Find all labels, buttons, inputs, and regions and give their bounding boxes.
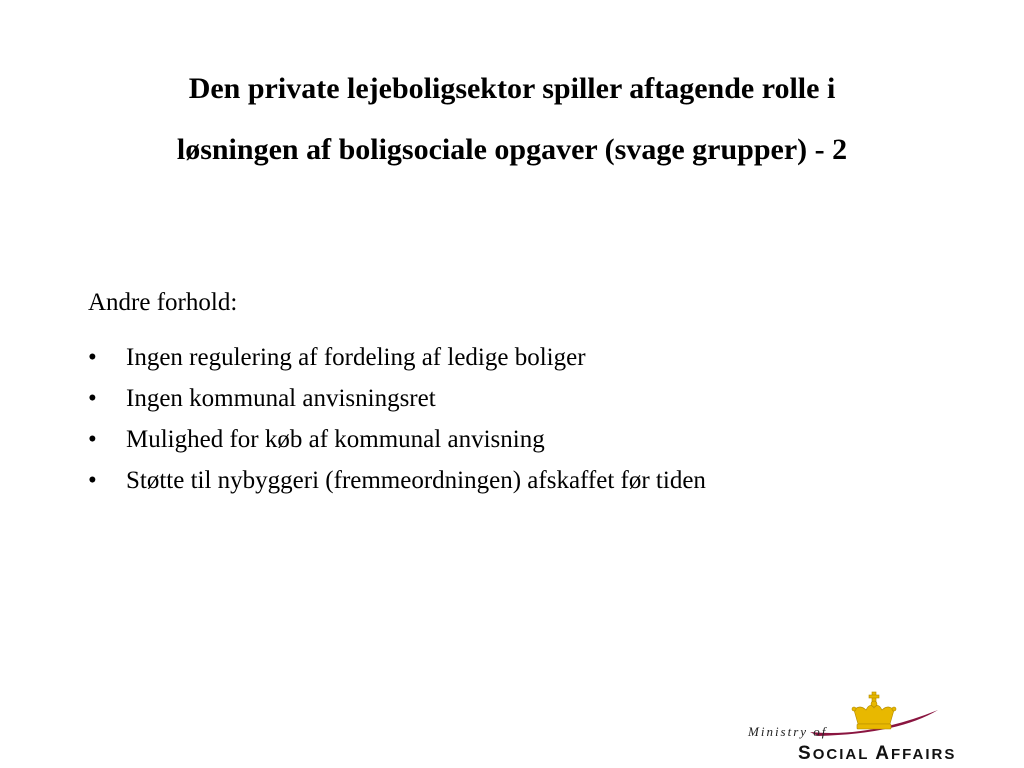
slide-title xyxy=(60,58,964,180)
bullet-item xyxy=(88,378,706,419)
bullet-item xyxy=(88,419,706,460)
ministry-logo xyxy=(748,690,958,768)
logo-ministry-text: Ministry of xyxy=(748,724,828,739)
bullet-icon: • xyxy=(88,426,97,453)
crown-icon xyxy=(748,690,958,750)
bullet-icon: • xyxy=(88,467,97,494)
bullet-item xyxy=(88,460,706,501)
title-line-1: Den private lejeboligsektor spiller aftagende rolle i xyxy=(188,72,836,105)
bullet-item xyxy=(88,337,706,378)
bullet-text: Ingen kommunal anvisningsret xyxy=(126,385,436,412)
bullet-text: Mulighed for køb af kommunal anvisning xyxy=(126,426,545,453)
bullet-icon: • xyxy=(88,344,97,371)
bullet-icon: • xyxy=(88,385,97,412)
title-line-2: løsningen af boligsociale opgaver (svage grupper) - 2 xyxy=(176,133,848,166)
logo-org-name: SOCIAL AFFAIRS xyxy=(798,743,957,764)
bullet-text: Ingen regulering af fordeling af ledige boliger xyxy=(126,344,586,371)
bullet-list xyxy=(88,337,706,501)
intro-text: Andre forhold: xyxy=(88,289,238,316)
crown-shape xyxy=(852,692,896,729)
bullet-text: Støtte til nybyggeri (fremmeordningen) afskaffet før tiden xyxy=(126,467,706,494)
